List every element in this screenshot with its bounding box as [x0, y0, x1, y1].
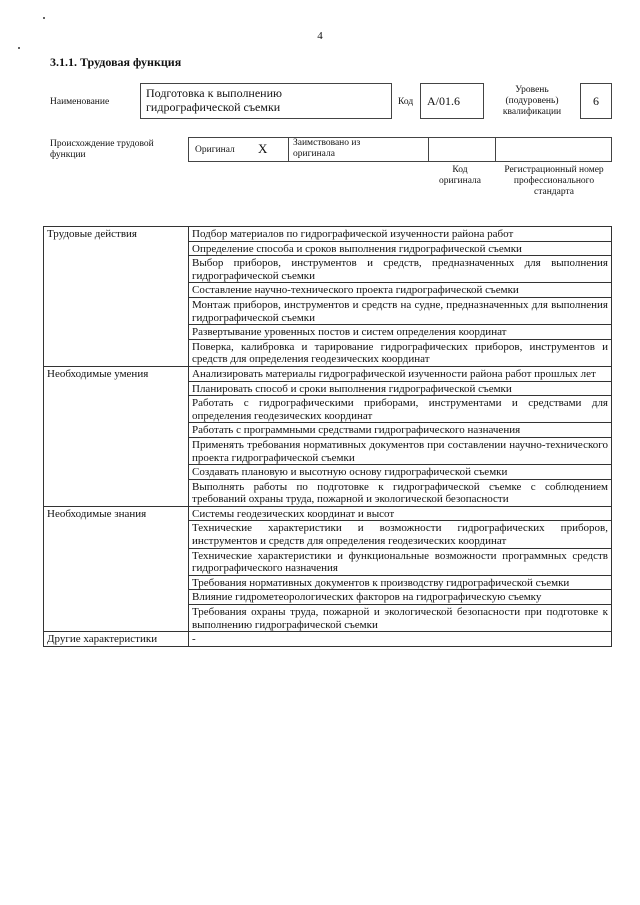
code-original-caption: Код оригинала — [439, 165, 481, 186]
origin-label: Происхождение трудовой функции — [50, 139, 154, 160]
section-item: Требования охраны труда, пожарной и экологической безопасности при подготовке к выполнению гидрографической съемки — [189, 605, 612, 632]
name-label: Наименование — [50, 97, 110, 107]
section-item: Работать с гидрографическими приборами, инструментами и средствами для определения геодезических координат — [189, 396, 612, 423]
section-item: Подбор материалов по гидрографической изученности района работ — [189, 227, 612, 242]
original-label: Оригинал — [195, 145, 235, 155]
section-item: Создавать плановую и высотную основу гидрографической съемки — [189, 465, 612, 480]
section-item: Выполнять работы по подготовке к гидрографической съемке с соблюдением требований охраны труда, пожарной и экологической безопасности — [189, 479, 612, 506]
function-code: A/01.6 — [427, 94, 460, 108]
section-item: Монтаж приборов, инструментов и средств на судне, предназначенных для выполнения гидрографической съемки — [189, 297, 612, 324]
section-item: Составление научно-технического проекта гидрографической съемки — [189, 283, 612, 298]
section-item: Поверка, калибровка и тарирование гидрографических приборов, инструментов и средств для определения геодезических координат — [189, 339, 612, 366]
function-name: Подготовка к выполнению гидрографической съемки — [146, 86, 282, 114]
section-item: Требования нормативных документов к производству гидрографической съемки — [189, 575, 612, 590]
level-value-box — [580, 83, 612, 119]
origin-divider-1 — [288, 137, 289, 162]
original-mark: X — [258, 141, 268, 156]
function-details-table — [43, 226, 612, 647]
origin-divider-3 — [495, 137, 496, 162]
section-title: 3.1.1. Трудовая функция — [50, 55, 182, 69]
section-item: Технические характеристики и функциональные возможности программных средств гидрографического назначения — [189, 548, 612, 575]
page-number: 4 — [317, 30, 323, 42]
table-row — [44, 506, 612, 521]
code-label: Код — [398, 97, 414, 107]
section-item: Выбор приборов, инструментов и средств, предназначенных для выполнения гидрографической съемки — [189, 256, 612, 283]
name-value-box — [140, 83, 392, 119]
borrowed-label: Заимствовано из оригинала — [293, 138, 361, 159]
section-item: Технические характеристики и возможности гидрографических приборов, инструментов и средств для определения геодезических координат — [189, 521, 612, 548]
section-item: - — [189, 632, 612, 647]
section-item: Развертывание уровенных постов и систем определения координат — [189, 325, 612, 340]
code-value-box — [420, 83, 484, 119]
qualification-level: 6 — [593, 94, 599, 108]
reg-number-caption: Регистрационный номер профессионального стандарта — [504, 165, 604, 197]
section-item: Работать с программными средствами гидрографического назначения — [189, 423, 612, 438]
table-row — [44, 632, 612, 647]
scan-speck — [18, 47, 20, 49]
level-label: Уровень (подуровень) квалификации — [502, 85, 562, 117]
scan-speck — [43, 17, 45, 19]
table-row — [44, 227, 612, 242]
section-item: Применять требования нормативных документов при составлении научно-технического проекта гидрографической съемки — [189, 437, 612, 464]
section-item: Определение способа и сроков выполнения гидрографической съемки — [189, 241, 612, 256]
section-category: Необходимые знания — [44, 506, 189, 631]
section-category: Трудовые действия — [44, 227, 189, 367]
section-item: Планировать способ и сроки выполнения гидрографической съемки — [189, 381, 612, 396]
origin-divider-2 — [428, 137, 429, 162]
section-item: Анализировать материалы гидрографической изученности района работ прошлых лет — [189, 366, 612, 381]
section-item: Влияние гидрометеорологических факторов на гидрографическую съемку — [189, 590, 612, 605]
section-item: Системы геодезических координат и высот — [189, 506, 612, 521]
table-row — [44, 366, 612, 381]
section-category: Необходимые умения — [44, 366, 189, 506]
section-category: Другие характеристики — [44, 632, 189, 647]
